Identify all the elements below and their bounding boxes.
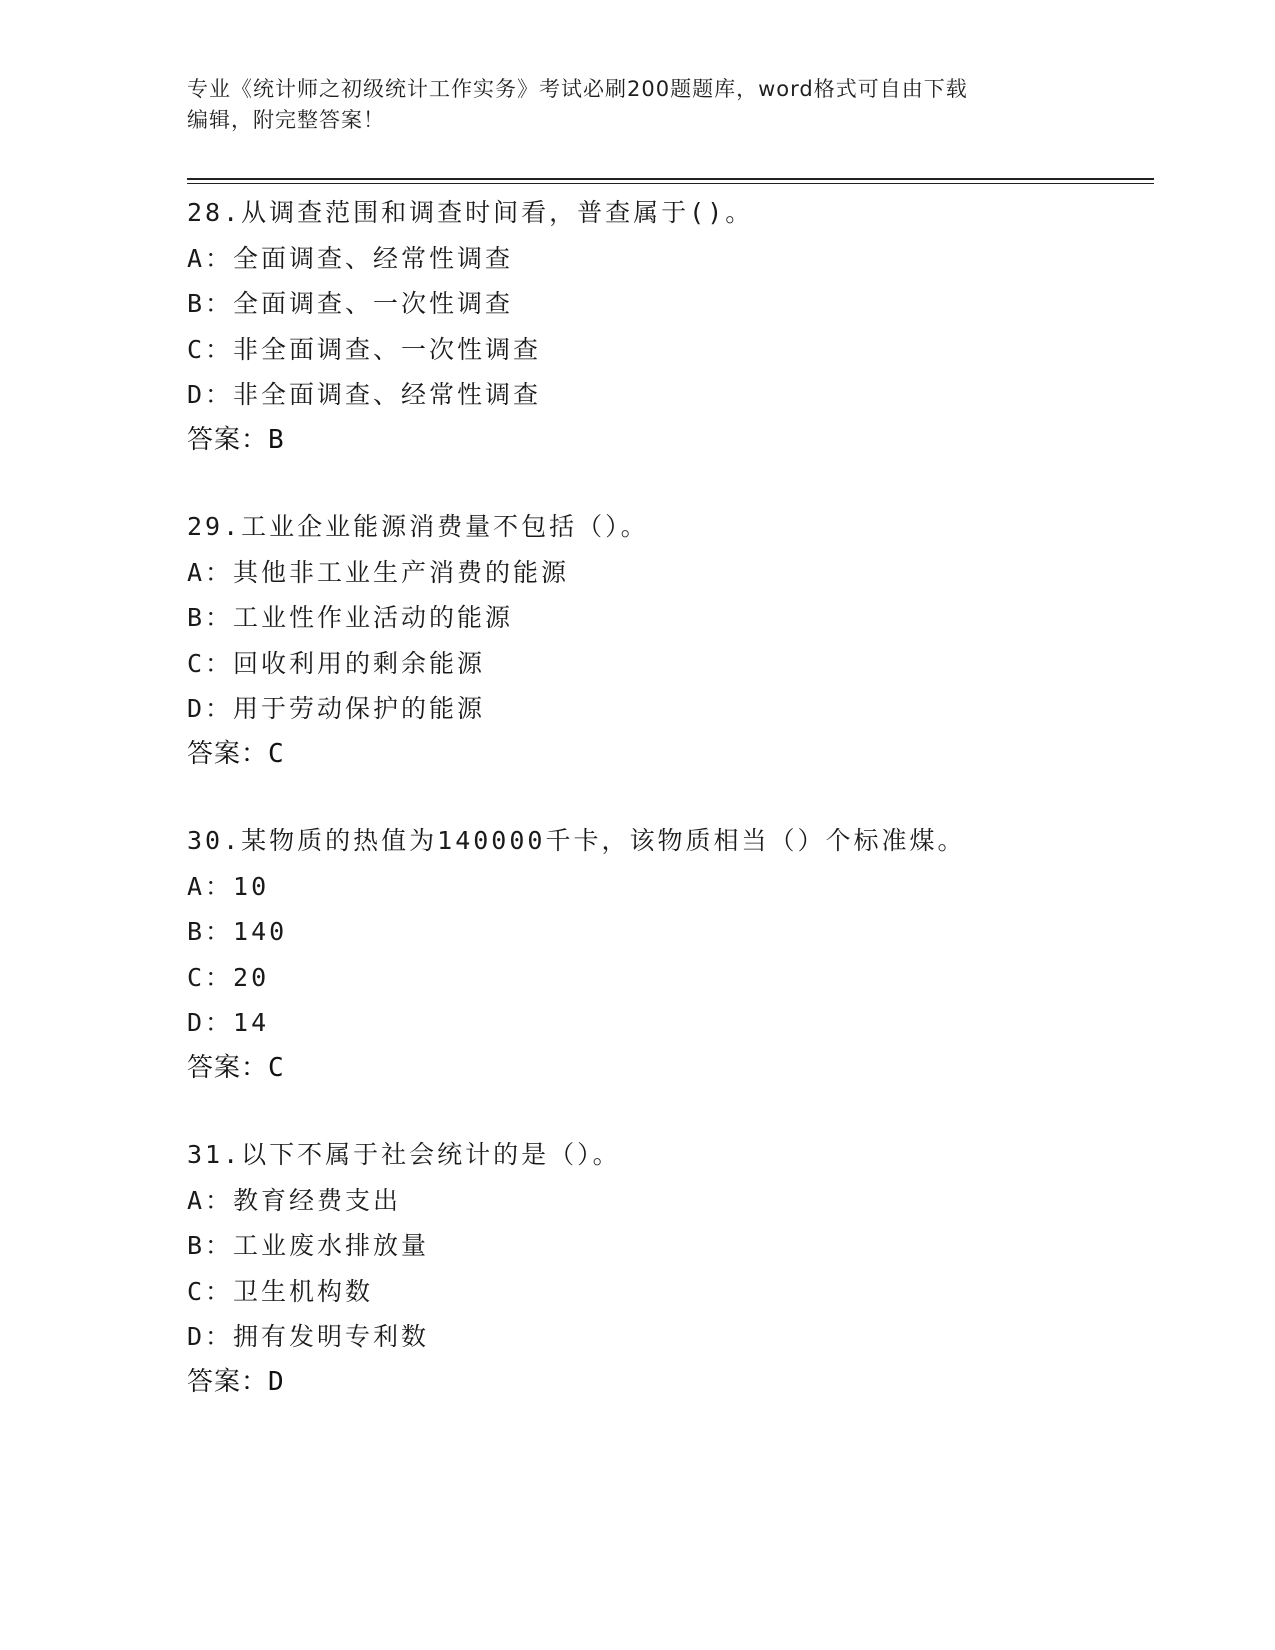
answer-label: 答案： [187, 738, 269, 769]
header-divider-thin [187, 183, 1154, 184]
answer-value: C [268, 1052, 285, 1083]
question-list [187, 190, 1154, 1446]
option-a: A：教育经费支出 [187, 1185, 402, 1215]
answer [187, 1046, 1154, 1092]
answer-label: 答案： [187, 424, 269, 455]
answer-value: B [268, 424, 285, 455]
answer [187, 1360, 1154, 1406]
header-line-1: 专业《统计师之初级统计工作实务》考试必刷200题题库，word格式可自由下载 [187, 77, 968, 101]
question-30 [187, 818, 1154, 1091]
question-stem: 28.从调查范围和调查时间看，普查属于()。 [187, 198, 754, 227]
option-a: A：全面调查、经常性调查 [187, 243, 514, 273]
answer-value: C [268, 738, 285, 769]
question-stem: 31.以下不属于社会统计的是（）。 [187, 1140, 621, 1169]
header-divider-thick [187, 178, 1154, 180]
document-header [187, 74, 1077, 136]
question-stem: 29.工业企业能源消费量不包括（）。 [187, 512, 649, 541]
option-b: B：工业废水排放量 [187, 1231, 430, 1260]
header-line-2: 编辑，附完整答案！ [187, 108, 385, 132]
answer [187, 732, 1154, 778]
option-b: B：140 [187, 917, 288, 946]
answer-label: 答案： [187, 1366, 269, 1397]
option-b: B：全面调查、一次性调查 [187, 289, 514, 318]
question-stem: 30.某物质的热值为140000千卡，该物质相当（）个标准煤。 [187, 826, 966, 855]
option-d: D：14 [187, 1008, 270, 1037]
answer-label: 答案： [187, 1052, 269, 1083]
option-a: A：其他非工业生产消费的能源 [187, 557, 570, 587]
option-d: D：用于劳动保护的能源 [187, 694, 486, 723]
question-31 [187, 1132, 1154, 1405]
option-a: A：10 [187, 871, 270, 901]
option-c: C：20 [187, 962, 270, 992]
option-c: C：卫生机构数 [187, 1276, 374, 1306]
option-d: D：非全面调查、经常性调查 [187, 380, 542, 409]
option-c: C：非全面调查、一次性调查 [187, 334, 542, 364]
question-29 [187, 504, 1154, 777]
option-d: D：拥有发明专利数 [187, 1322, 430, 1351]
answer-value: D [268, 1366, 285, 1397]
question-28 [187, 190, 1154, 463]
answer [187, 418, 1154, 464]
option-b: B：工业性作业活动的能源 [187, 603, 514, 632]
option-c: C：回收利用的剩余能源 [187, 648, 486, 678]
